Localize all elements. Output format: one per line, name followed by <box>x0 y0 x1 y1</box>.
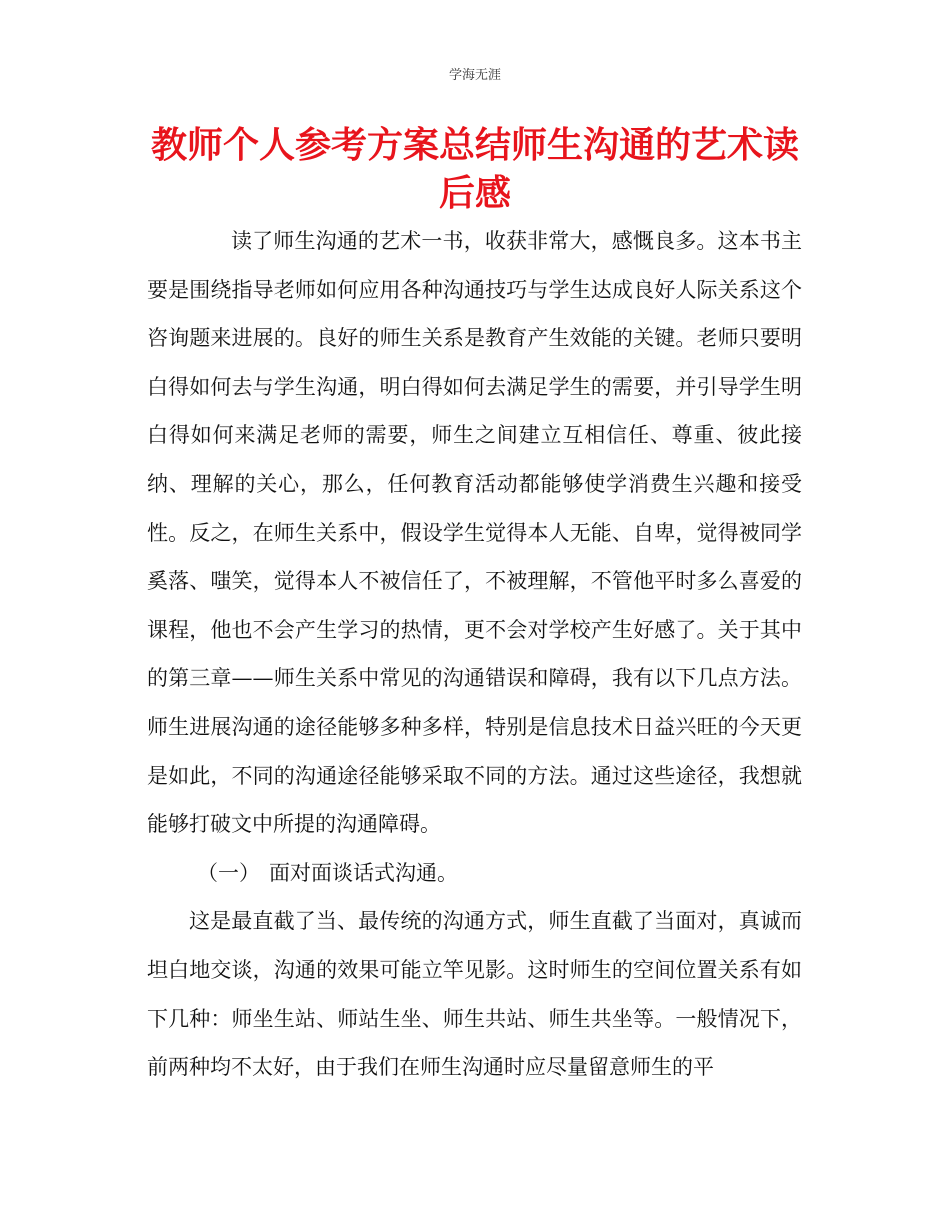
section-heading-1 <box>147 849 802 898</box>
body-paragraph-2: 这是最直截了当、最传统的沟通方式，师生直截了当面对，真诚而坦白地交谈，沟通的效果可能立竿见影。这时师生的空间位置关系有如下几种：师坐生站、师站生坐、师生共站、师生共坐等。一般情况下，前两种均不太好，由于我们在师生沟通时应尽量留意师生的平 <box>147 909 802 1080</box>
page-header: 学海无涯 <box>448 68 501 83</box>
document-title: 教师个人参考方案总结师生沟通的艺术读后感 <box>150 125 799 214</box>
section-heading-text: 面对面谈话式沟通。 <box>269 860 458 885</box>
document-body <box>147 217 802 1092</box>
body-paragraph-1: 读了师生沟通的艺术一书，收获非常大，感慨良多。这本书主要是围绕指导老师如何应用各种沟通技巧与学生达成良好人际关系这个咨询题来进展的。良好的师生关系是教育产生效能的关键。老师只要明白得如何去与学生沟通，明白得如何去满足学生的需要，并引导学生明白得如何来满足老师的需要，师生之间建立互相信任、尊重、彼此接纳、理解的关心，那么，任何教育活动都能够使学消费生兴趣和接受性。反之，在师生关系中，假设学生觉得本人无能、自卑，觉得被同学奚落、嗤笑，觉得本人不被信任了，不被理解，不管他平时多么喜爱的课程，他也不会产生学习的热情，更不会对学校产生好感了。关于其中的第三章——师生关系中常见的沟通错误和障碍，我有以下几点方法。师生进展沟通的途径能够多种多样，特别是信息技术日益兴旺的今天更是如此，不同的沟通途径能够采取不同的方法。通过这些途径，我想就能够打破文中所提的沟通障碍。 <box>147 229 802 837</box>
section-number: （一） <box>197 860 260 885</box>
